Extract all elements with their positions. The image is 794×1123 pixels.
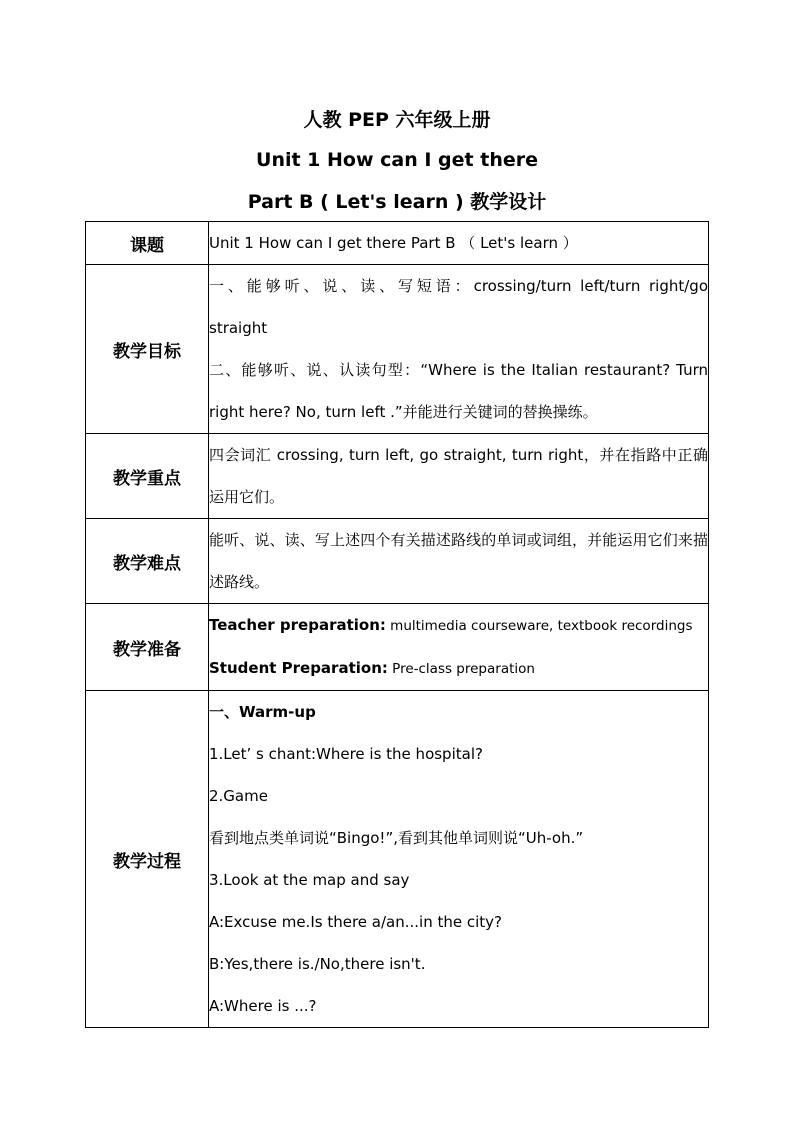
table-row-preparation [86, 604, 709, 691]
process-content [209, 691, 709, 1028]
process-heading: 一、Warm-up [209, 703, 316, 721]
key-points-text: 四会词汇 crossing, turn left, go straight, turn right，并在指路中正确运用它们。 [209, 446, 708, 506]
topic-content [209, 222, 709, 265]
goal-2-text: 二、能够听、说、认读句型：“Where is the Italian restaurant? Turn right here? No, turn left .”并能进行关键词的替换操练。 [209, 361, 708, 421]
teacher-preparation-label: Teacher preparation: [209, 616, 386, 634]
difficulties-text: 能听、说、读、写上述四个有关描述路线的单词或词组，并能运用它们来描述路线。 [209, 531, 708, 591]
student-preparation [209, 647, 708, 690]
process-line: 2.Game [209, 787, 268, 805]
teacher-preparation-value: multimedia courseware, textbook recordings [385, 618, 693, 634]
teacher-preparation [209, 604, 708, 647]
table-row-difficulties [86, 519, 709, 604]
row-label-goals: 教学目标 [86, 265, 209, 434]
process-line: 1.Let’ s chant:Where is the hospital? [209, 745, 483, 763]
unit-title: Unit 1 How can I get there [256, 149, 538, 171]
topic-text: Unit 1 How can I get there Part B （ Let's learn ） [209, 234, 578, 252]
goals-content [209, 265, 709, 434]
student-preparation-value: Pre-class preparation [387, 661, 535, 677]
table-row-goals [86, 265, 709, 434]
row-label-preparation: 教学准备 [86, 604, 209, 691]
table-row-process [86, 691, 709, 1028]
difficulties-content [209, 519, 709, 604]
key-points-content [209, 434, 709, 519]
process-line: 看到地点类单词说“Bingo!”,看到其他单词则说“Uh-oh.” [209, 829, 584, 847]
row-label-difficulties: 教学难点 [86, 519, 209, 604]
document-title: 人教 PEP 六年级上册 [303, 109, 491, 131]
lesson-plan-table [85, 221, 709, 1028]
table-row-topic [86, 222, 709, 265]
row-label-key-points: 教学重点 [86, 434, 209, 519]
process-line: 3.Look at the map and say [209, 871, 410, 889]
row-label-process: 教学过程 [86, 691, 209, 1028]
table-row-key-points [86, 434, 709, 519]
row-label-topic: 课题 [86, 222, 209, 265]
part-title: Part B ( Let's learn ) 教学设计 [247, 191, 547, 213]
process-line: A:Excuse me.Is there a/an...in the city? [209, 913, 502, 931]
process-line: A:Where is ...? [209, 997, 317, 1015]
process-line: B:Yes,there is./No,there isn't. [209, 955, 426, 973]
student-preparation-label: Student Preparation: [209, 659, 388, 677]
goal-1-text: 一、能够听、说、读、写短语：crossing/turn left/turn right/go straight [209, 277, 708, 337]
preparation-content [209, 604, 709, 691]
